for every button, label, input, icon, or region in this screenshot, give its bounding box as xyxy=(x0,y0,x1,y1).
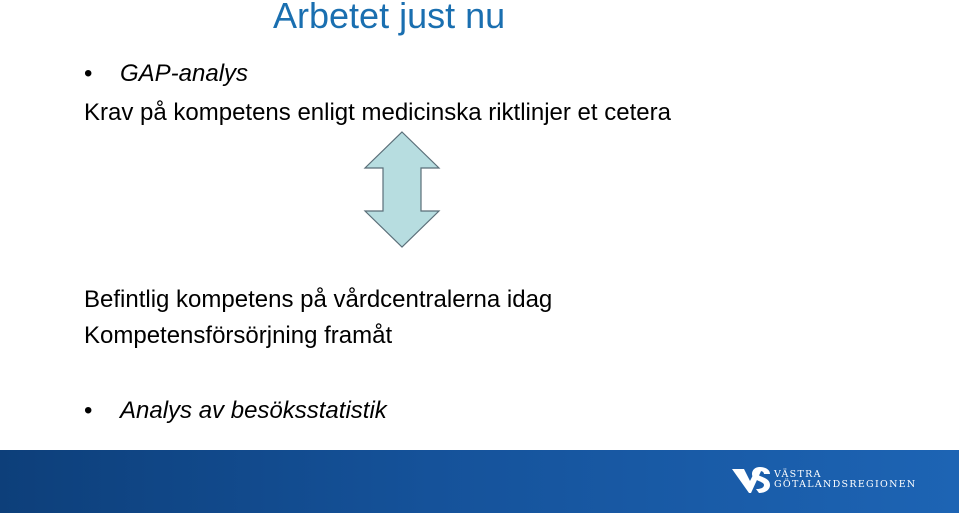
bullet-dot: • xyxy=(84,397,93,424)
vgr-logo-text xyxy=(774,470,917,490)
text-line-requirements: Krav på kompetens enligt medicinska riktlinjer et cetera xyxy=(84,99,671,126)
text-line-competence-supply: Kompetensförsörjning framåt xyxy=(84,322,393,349)
bullet-item-visit-statistics xyxy=(84,397,387,425)
slide-title: Arbetet just nu xyxy=(273,0,506,36)
double-arrow-icon xyxy=(362,131,442,248)
bullet-text: Analys av besöksstatistik xyxy=(120,397,387,424)
vgr-logo-icon xyxy=(730,463,772,497)
vgr-logo xyxy=(730,463,940,499)
bullet-item-gap-analys xyxy=(84,60,248,88)
logo-line-1: VÄSTRA xyxy=(774,469,822,480)
bullet-text: GAP-analys xyxy=(120,60,249,87)
bullet-dot: • xyxy=(84,60,93,87)
logo-line-2: GÖTALANDSREGIONEN xyxy=(774,479,917,490)
text-line-current-competence: Befintlig kompetens på vårdcentralerna idag xyxy=(84,286,553,313)
